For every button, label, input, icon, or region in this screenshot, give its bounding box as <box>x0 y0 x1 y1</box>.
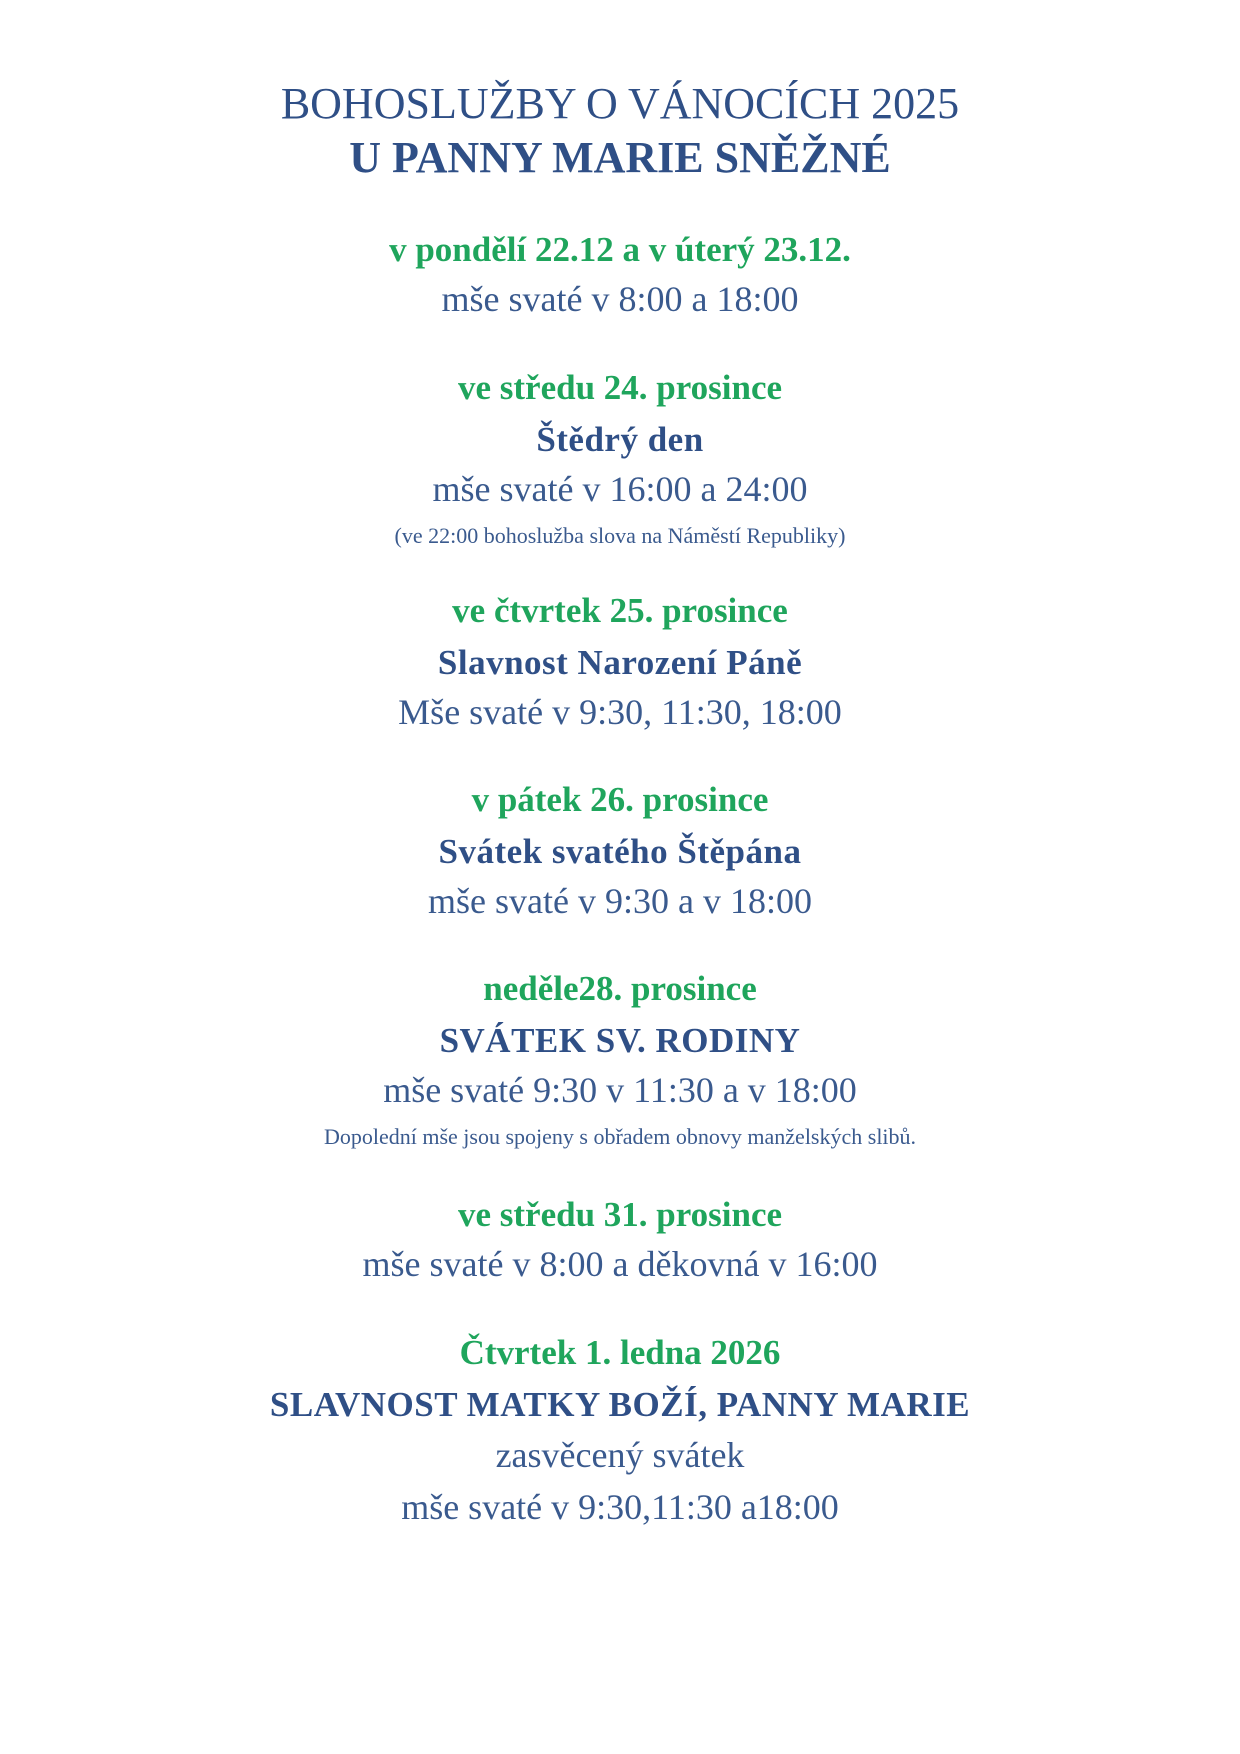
feast-name: Slavnost Narození Páně <box>437 643 803 682</box>
day-heading: neděle28. prosince <box>483 969 757 1008</box>
note: Dopolední mše jsou spojeny s obřadem obnovy manželských slibů. <box>323 1124 917 1149</box>
church-name: U PANNY MARIE SNĚŽNÉ <box>349 133 891 182</box>
day-heading: Čtvrtek 1. ledna 2026 <box>459 1333 781 1372</box>
page-title: BOHOSLUŽBY O VÁNOCÍCH 2025 <box>280 79 960 128</box>
day-heading: ve čtvrtek 25. prosince <box>452 591 788 630</box>
feast-name: SVÁTEK SV. RODINY <box>439 1021 801 1060</box>
mass-times: mše svaté v 8:00 a děkovná v 16:00 <box>362 1244 878 1284</box>
day-heading: ve středu 24. prosince <box>457 368 783 407</box>
feast-subtitle: zasvěcený svátek <box>495 1435 745 1475</box>
feast-name: Štědrý den <box>536 420 704 459</box>
note: (ve 22:00 bohoslužba slova na Náměstí Republiky) <box>394 523 846 548</box>
feast-name: Svátek svatého Štěpána <box>438 832 802 871</box>
mass-times: mše svaté v 8:00 a 18:00 <box>441 279 799 319</box>
day-heading: v pátek 26. prosince <box>471 780 769 819</box>
mass-times: mše svaté 9:30 v 11:30 a v 18:00 <box>383 1070 857 1110</box>
mass-times: mše svaté v 9:30 a v 18:00 <box>428 881 812 921</box>
mass-times: Mše svaté v 9:30, 11:30, 18:00 <box>398 692 842 732</box>
day-heading: v pondělí 22.12 a v úterý 23.12. <box>389 230 851 269</box>
feast-name: SLAVNOST MATKY BOŽÍ, PANNY MARIE <box>269 1385 971 1424</box>
day-heading: ve středu 31. prosince <box>457 1195 783 1234</box>
mass-times: mše svaté v 16:00 a 24:00 <box>432 469 808 509</box>
mass-times: mše svaté v 9:30,11:30 a18:00 <box>401 1487 839 1527</box>
